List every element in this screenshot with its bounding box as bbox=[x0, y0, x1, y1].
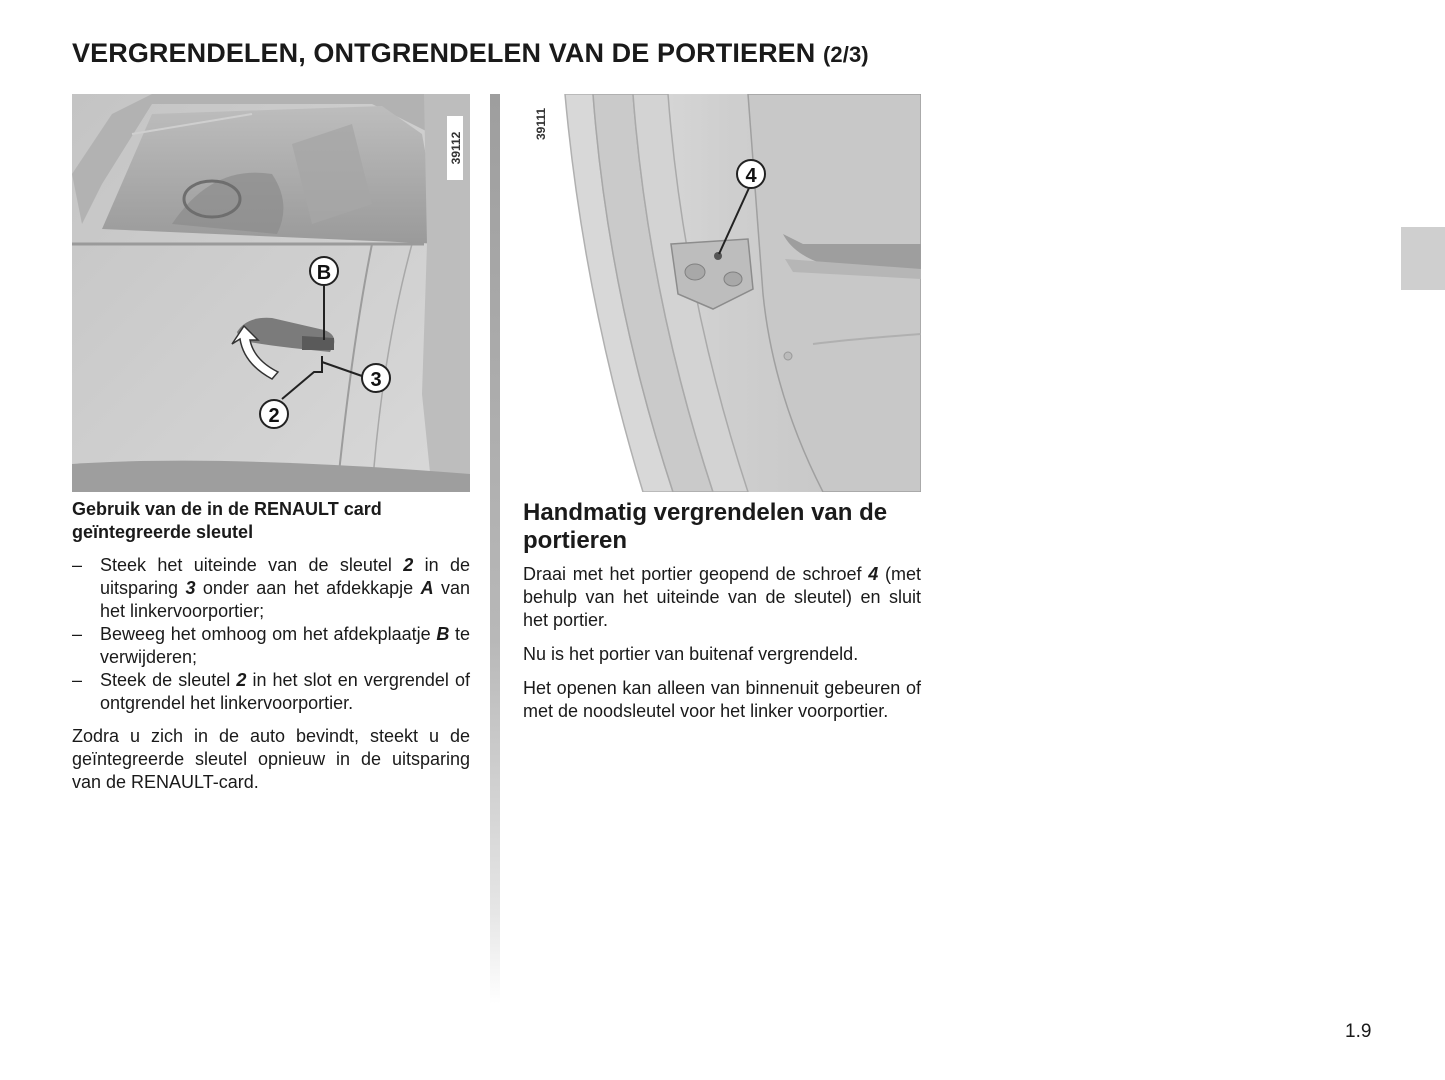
section-tab bbox=[1401, 227, 1445, 290]
callout-2 bbox=[260, 400, 288, 428]
paragraph-opening: Het openen kan alleen van binnenuit gebeuren of met de noodsleutel voor het linker voorportier. bbox=[523, 678, 921, 721]
page-title-text: VERGRENDELEN, ONTGRENDELEN VAN DE PORTIEREN bbox=[72, 38, 816, 68]
figure2-ref-code: 39111 bbox=[534, 107, 548, 141]
right-heading: Handmatig vergrendelen van de portieren bbox=[523, 499, 888, 554]
instruction-list bbox=[72, 554, 470, 715]
door-lock-illustration bbox=[523, 94, 921, 492]
page-title bbox=[72, 38, 869, 69]
step-text: Steek de sleutel 2 in het slot en vergrendel of ontgrendel het linkervoorportier. bbox=[100, 670, 470, 713]
left-column bbox=[72, 498, 470, 805]
closing-paragraph: Zodra u zich in de auto bevindt, steekt u de geïntegreerde sleutel opnieuw in de uitsparing van de RENAULT-card. bbox=[72, 726, 470, 792]
callout-4 bbox=[737, 160, 765, 188]
column-divider bbox=[490, 94, 500, 1004]
callout-b bbox=[310, 257, 338, 285]
list-dash: – bbox=[72, 555, 83, 575]
paragraph-locked: Nu is het portier van buitenaf vergrendeld. bbox=[523, 644, 859, 664]
list-item bbox=[72, 554, 470, 623]
page-number: 1.9 bbox=[1345, 1021, 1372, 1042]
paragraph-screw: Draai met het portier geopend de schroef 4 (met behulp van het uiteinde van de sleutel) en sluit het portier. bbox=[523, 564, 921, 630]
callout-3-label: 3 bbox=[370, 369, 382, 391]
page-title-part: (2/3) bbox=[822, 42, 869, 67]
door-handle-illustration bbox=[72, 94, 470, 492]
callout-3 bbox=[362, 364, 390, 392]
list-item bbox=[72, 669, 470, 715]
list-dash: – bbox=[72, 670, 83, 690]
callout-2-label: 2 bbox=[268, 405, 280, 427]
callout-4-label: 4 bbox=[745, 165, 757, 187]
left-heading: Gebruik van de in de RENAULT card geïntegreerde sleutel bbox=[72, 499, 382, 542]
step-text: Steek het uiteinde van de sleutel 2 in de uitsparing 3 onder aan het afdekkapje A van het linkervoorportier; bbox=[100, 555, 470, 621]
step-text: Beweeg het omhoog om het afdekplaatje B te verwijderen; bbox=[100, 624, 471, 667]
list-item bbox=[72, 623, 470, 669]
list-dash: – bbox=[72, 624, 83, 644]
right-column bbox=[523, 498, 921, 734]
callout-b-label: B bbox=[316, 262, 332, 284]
figure1-ref-code: 39112 bbox=[449, 131, 463, 165]
